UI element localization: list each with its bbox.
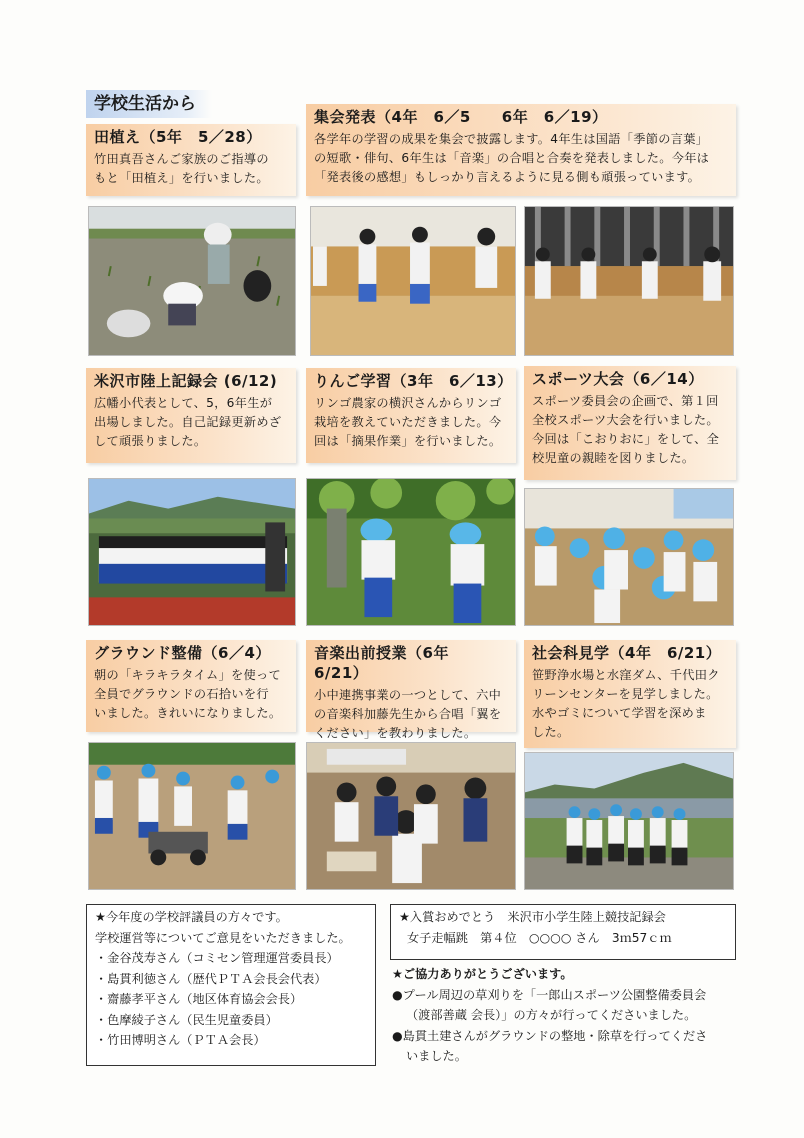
council-intro: 学校運営等についてご意見をいただきました。 xyxy=(95,930,351,945)
event-text: 竹田真吾さんご家族のご指導の もと「田植え」を行いました。 xyxy=(94,152,269,185)
photo-music-lesson xyxy=(306,742,516,890)
event-title: 音楽出前授業（6年 6/21） xyxy=(314,644,465,682)
section-title: 学校生活から xyxy=(86,90,212,118)
event-title: 米沢市陸上記録会 (6/12) xyxy=(94,372,278,390)
council-member: ・色摩綾子さん（民生児童委員） xyxy=(95,1012,278,1027)
award-heading: ★入賞おめでとう 米沢市小学生陸上競技記録会 xyxy=(399,910,666,924)
event-text: 小中連携事業の一つとして、六中 の音楽科加藤先生から合唱「翼を ください」を教わりました。 xyxy=(314,688,502,740)
event-title: 集会発表（4年 6／5 6年 6／19） xyxy=(314,108,608,126)
event-music-lesson xyxy=(306,640,516,740)
event-text: 各学年の学習の成果を集会で披露します。4年生は国語「季節の言葉」 の短歌・俳句、6年生は「音楽」の合唱と合奏を発表しました。今年は 「発表後の感想」もしっかり言えるように見る側も頑張っています。 xyxy=(314,132,710,184)
event-title: グラウンド整備（6／4） xyxy=(94,644,271,662)
event-title: スポーツ大会（6／14） xyxy=(532,370,704,388)
event-title: りんご学習（3年 6／13） xyxy=(314,372,513,390)
event-text: 広幡小代表として、5，6年生が 出場しました。自己記録更新めざ して頑張りました。 xyxy=(94,396,282,448)
thanks-item: ●島貫土建さんがグラウンドの整地・除草を行ってくださ xyxy=(392,1028,708,1043)
photo-sports-festival xyxy=(524,488,734,626)
thanks-section xyxy=(392,964,738,1067)
event-rice-planting xyxy=(86,124,296,196)
event-title: 社会科見学（4年 6/21） xyxy=(532,644,722,662)
event-text: 朝の「キラキラタイム」を使って 全員でグラウンドの石拾いを行 いました。きれいになりました。 xyxy=(94,668,282,720)
event-title: 田植え（5年 5／28） xyxy=(94,128,262,146)
event-text: スポーツ委員会の企画で、第１回 全校スポーツ大会を行いました。 今回は「こおりおに」をして、全 校児童の親睦を図りました。 xyxy=(532,394,720,465)
council-member: ・金谷茂寿さん（コミセン管理運営委員長） xyxy=(95,951,339,965)
award-detail: 女子走幅跳 第４位 ○○○○ さん 3ｍ57ｃｍ xyxy=(407,930,672,945)
council-member: ・島貫利徳さん（歴代ＰＴＡ会長会代表） xyxy=(95,971,327,986)
event-text: 笹野浄水場と水窪ダム、千代田ク リーンセンターを見学しました。 水やゴミについて学習を深めま した。 xyxy=(532,668,720,739)
event-ground-maintenance xyxy=(86,640,296,732)
event-assembly xyxy=(306,104,736,196)
photo-ground-maintenance xyxy=(88,742,296,890)
event-sports-festival xyxy=(524,366,736,480)
school-council-box xyxy=(86,904,376,1066)
thanks-heading: ★ご協力ありがとうございます。 xyxy=(392,967,573,981)
event-social-studies-trip xyxy=(524,640,736,748)
award-box xyxy=(390,904,736,960)
event-text: リンゴ農家の横沢さんからリンゴ 栽培を教えていただきました。今 回は「摘果作業」を行いました。 xyxy=(314,396,502,448)
photo-social-studies-trip xyxy=(524,752,734,890)
thanks-item: ●プール周辺の草刈りを「一郎山スポーツ公園整備委員会 xyxy=(392,987,707,1002)
photo-assembly-6th-grade xyxy=(524,206,734,356)
thanks-item: いました。 xyxy=(406,1049,467,1063)
council-member: ・齋藤孝平さん（地区体育協会会長） xyxy=(95,992,303,1006)
photo-athletics-meet xyxy=(88,478,296,626)
photo-assembly-4th-grade xyxy=(310,206,516,356)
thanks-item: （渡部善蔵 会長）」の方々が行ってくださいました。 xyxy=(406,1008,697,1022)
event-athletics-meet xyxy=(86,368,296,463)
council-member: ・竹田博明さん（ＰＴＡ会長） xyxy=(95,1033,266,1047)
photo-apple-study xyxy=(306,478,516,626)
photo-rice-planting xyxy=(88,206,296,356)
council-heading: ★今年度の学校評議員の方々です。 xyxy=(95,910,288,924)
event-apple-study xyxy=(306,368,516,463)
